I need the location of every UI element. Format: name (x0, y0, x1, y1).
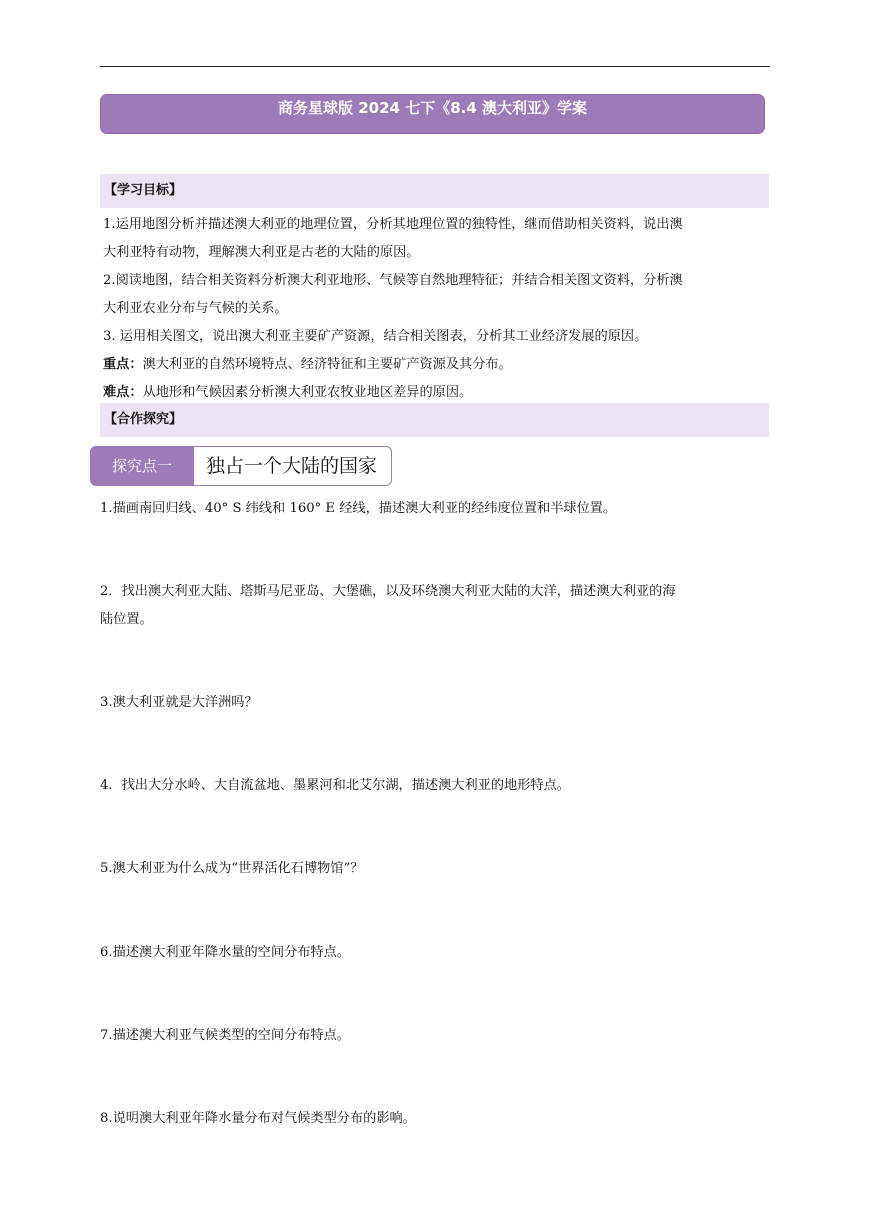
question-text: 6.描述澳大利亚年降水量的空间分布特点。 (100, 945, 350, 960)
difficult-point-label: 难点： (103, 385, 143, 400)
question-4 (100, 772, 772, 800)
question-text: 4．找出大分水岭、大自流盆地、墨累河和北艾尔湖，描述澳大利亚的地形特点。 (100, 778, 570, 793)
key-point-label: 重点： (103, 357, 143, 372)
question-text: 2．找出澳大利亚大陆、塔斯马尼亚岛、大堡礁，以及环绕澳大利亚大陆的大洋，描述澳大利亚的海 (100, 584, 676, 599)
objective-line: 大利亚农业分布与气候的关系。 (103, 301, 288, 316)
question-text: 5.澳大利亚为什么成为“世界活化石博物馆”？ (100, 861, 364, 876)
objective-line: 1.运用地图分析并描述澳大利亚的地理位置，分析其地理位置的独特性，继而借助相关资料，说出澳 (103, 217, 683, 232)
question-text: 7.描述澳大利亚气候类型的空间分布特点。 (100, 1028, 350, 1043)
key-point-text: 澳大利亚的自然环境特点、经济特征和主要矿产资源及其分布。 (142, 357, 512, 372)
question-1 (100, 495, 772, 523)
difficult-point-text: 从地形和气候因素分析澳大利亚农牧业地区差异的原因。 (142, 385, 473, 400)
objective-line: 大利亚特有动物，理解澳大利亚是古老的大陆的原因。 (103, 245, 420, 260)
objective-line: 3. 运用相关图文，说出澳大利亚主要矿产资源，结合相关图表，分析其工业经济发展的原因。 (103, 329, 648, 344)
top-rule (100, 66, 770, 67)
question-text: 1.描画南回归线、40° S 纬线和 160° E 经线，描述澳大利亚的经纬度位置和半球位置。 (100, 501, 617, 516)
question-7 (100, 1022, 772, 1050)
question-text: 8.说明澳大利亚年降水量分布对气候类型分布的影响。 (100, 1111, 416, 1126)
objectives-body (103, 211, 771, 407)
objectives-header: 【学习目标】 (100, 174, 769, 208)
question-3 (100, 689, 772, 717)
question-5 (100, 855, 772, 883)
explore-point-label: 探究点一 (90, 446, 194, 486)
question-2 (100, 578, 772, 634)
question-6 (100, 939, 772, 967)
objective-line: 2.阅读地图，结合相关资料分析澳大利亚地形、气候等自然地理特征；并结合相关图文资料，分析澳 (103, 273, 683, 288)
question-text: 3.澳大利亚就是大洋洲吗？ (100, 695, 258, 710)
question-8 (100, 1105, 772, 1133)
key-point (103, 351, 771, 379)
cooperation-header: 【合作探究】 (100, 403, 769, 437)
document-title: 商务星球版 2024 七下《8.4 澳大利亚》学案 (100, 94, 765, 134)
explore-point-tag (90, 446, 392, 486)
question-text: 陆位置。 (100, 612, 153, 627)
explore-point-title: 独占一个大陆的国家 (194, 446, 392, 486)
